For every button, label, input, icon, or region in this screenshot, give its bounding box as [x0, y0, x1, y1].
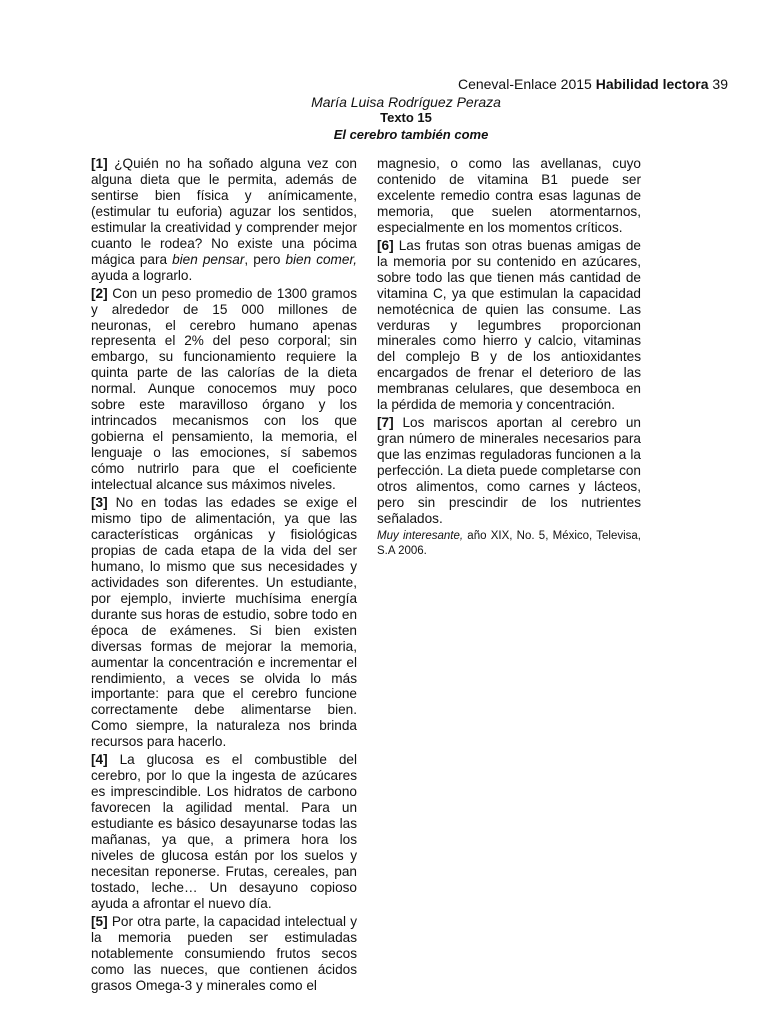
paragraph-5-continued: magnesio, o como las avellanas, cuyo contenido de vitamina B1 puede ser excelente remedio contra esas lagunas de memoria, que suelen atormentarnos, especialmente en los momentos críticos.: [377, 156, 641, 235]
paragraph-text: Los mariscos aportan al cerebro un gran número de minerales necesarios para que las enzimas reguladoras funcionen a la perfección. La dieta puede completarse con otros alimentos, como carnes y lácteos, pero sin prescindir de los nutrientes señalados.: [377, 415, 641, 526]
paragraph-text: La glucosa es el combustible del cerebro, por lo que la ingesta de azúcares es imprescindible. Los hidratos de carbono favorecen la agilidad mental. Para un estudiante es básico desayunarse todas las mañanas, ya que, a primera hora los niveles de glucosa están por los suelos y necesitan reponerse. Frutas, cereales, pan tostado, leche… Un desayuno copioso ayuda a afrontar el nuevo día.: [91, 752, 357, 911]
paragraph-text: Las frutas son otras buenas amigas de la memoria por su contenido en azúcares, sobre todo las que tienen más cantidad de vitamina C, ya que estimulan la capacidad nemotécnica de quien las consume. Las verduras y legumbres proporcionan minerales como hierro y calcio, vitaminas del complejo B y de los antioxidantes encargados de frenar el deterioro de las membranas celulares, que desemboca en la pérdida de memoria y concentración.: [377, 237, 641, 413]
source-citation: [377, 529, 641, 559]
paragraph-6: [377, 238, 641, 413]
source-magazine: Muy interesante,: [377, 529, 464, 542]
paragraph-number: [3]: [91, 495, 108, 511]
paragraph-5: [91, 914, 357, 994]
paragraph-7: [377, 415, 641, 527]
source-details: año XIX, No. 5, México, Televisa, S.A 2006.: [377, 529, 642, 557]
paragraph-number: [5]: [91, 913, 108, 929]
section-label: Habilidad lectora: [595, 76, 709, 92]
paragraph-3: [91, 495, 357, 750]
paragraph-number: [7]: [377, 415, 394, 431]
paragraph-text: ¿Quién no ha soñado alguna vez con alguna dieta que le permita, además de sentirse bien física y anímicamente, (estimular tu euforia) aguzar los sentidos, estimular la creatividad y comprender mejor cuanto le rodea? No existe una pócima mágica para: [91, 156, 357, 267]
page-number: 39: [712, 76, 728, 92]
paragraph-number: [4]: [91, 752, 108, 768]
paragraph-number: [2]: [91, 285, 108, 301]
paragraph-italic-text: bien comer,: [285, 251, 357, 267]
author-name: María Luisa Rodríguez Peraza: [311, 94, 501, 110]
series-label: Ceneval-Enlace 2015: [457, 76, 592, 92]
paragraph-text: , pero: [244, 251, 286, 267]
right-column: [377, 156, 641, 561]
paragraph-4: [91, 752, 357, 912]
paragraph-number: [1]: [91, 156, 108, 171]
paragraph-text: Con un peso promedio de 1300 gramos y alrededor de 15 000 millones de neuronas, el cerebro humano apenas representa el 2% del peso corporal; sin embargo, su funcionamiento requiere la quinta parte de las calorías de la dieta normal. Aunque conocemos muy poco sobre este maravilloso órgano y los intrincados mecanismos con los que gobierna el pensamiento, la memoria, el lenguaje o las emociones, sí sabemos cómo nutrirlo para que el coeficiente intelectual alcance sus máximos niveles.: [91, 285, 357, 493]
paragraph-text: No en todas las edades se exige el mismo tipo de alimentación, ya que las características orgánicas y fisiológicas propias de cada etapa de la vida del ser humano, lo mismo que sus necesidades y actividades son diferentes. Un estudiante, por ejemplo, invierte muchísima energía durante sus horas de estudio, sobre todo en época de exámenes. Si bien existen diversas formas de mejorar la memoria, aumentar la concentración e incrementar el rendimiento, a veces se olvida lo más importante: para que el cerebro funcione correctamente debe alimentarse bien. Como siempre, la naturaleza nos brinda recursos para hacerlo.: [91, 495, 358, 750]
paragraph-1: [91, 156, 357, 284]
article-title: El cerebro también come: [333, 127, 489, 142]
left-column: [91, 156, 357, 996]
page-header: [458, 76, 728, 92]
text-number: Texto 15: [380, 110, 432, 125]
paragraph-text: Por otra parte, la capacidad intelectual y la memoria pueden ser estimuladas notablemente consumiendo frutos secos como las nueces, que contienen ácidos grasos Omega-3 y minerales como el: [91, 913, 357, 993]
paragraph-2: [91, 286, 357, 493]
paragraph-text: ayuda a lograrlo.: [91, 267, 193, 283]
paragraph-italic-text: bien pensar: [172, 251, 245, 267]
paragraph-number: [6]: [377, 237, 394, 253]
